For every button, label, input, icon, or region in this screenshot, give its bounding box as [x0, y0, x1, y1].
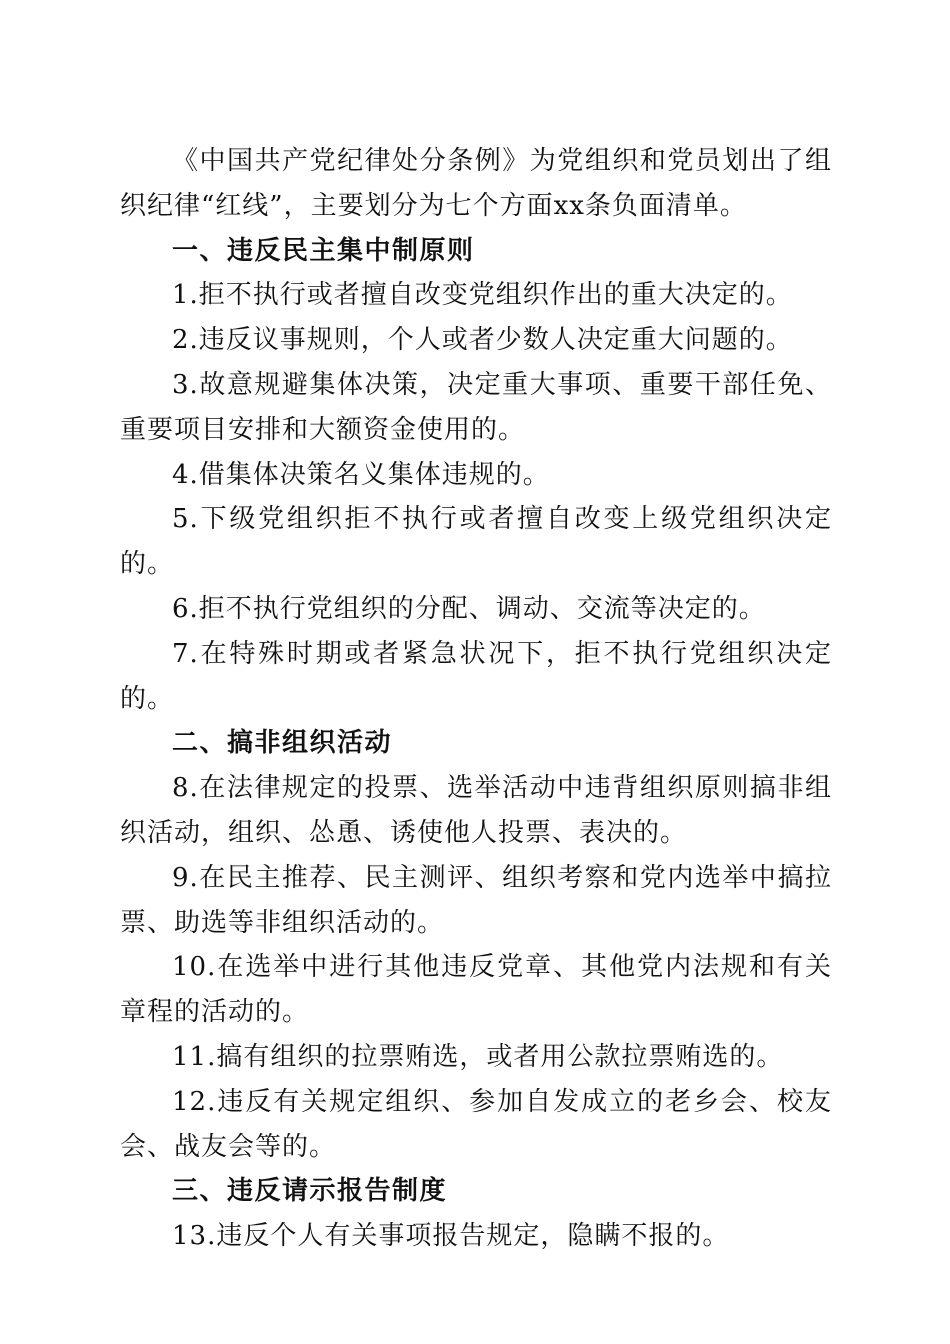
section-heading: 二、搞非组织活动 [172, 728, 393, 759]
list-item: 12.违反有关规定组织、参加自发成立的老乡会、校友会、战友会等的。 [120, 1086, 832, 1162]
document-body [120, 139, 832, 1259]
list-item: 8.在法律规定的投票、选举活动中违背组织原则搞非组织活动，组织、怂恿、诱使他人投票、表决的。 [120, 773, 832, 848]
list-item: 13.违反个人有关事项报告规定，隐瞒不报的。 [172, 1221, 730, 1252]
list-item: 7.在特殊时期或者紧急状况下，拒不执行党组织决定的。 [120, 638, 832, 714]
list-item: 1.拒不执行或者擅自改变党组织作出的重大决定的。 [172, 280, 793, 311]
list-item: 3.故意规避集体决策，决定重大事项、重要干部任免、重要项目安排和大额资金使用的。 [120, 369, 832, 445]
list-item: 5.下级党组织拒不执行或者擅自改变上级党组织决定的。 [120, 504, 832, 580]
intro-paragraph: 《中国共产党纪律处分条例》为党组织和党员划出了组织纪律“红线”，主要划分为七个方面xx条负面清单。 [120, 146, 832, 221]
list-item: 2.违反议事规则，个人或者少数人决定重大问题的。 [172, 325, 793, 356]
list-item: 10.在选举中进行其他违反党章、其他党内法规和有关章程的活动的。 [120, 952, 832, 1028]
list-item: 4.借集体决策名义集体违规的。 [172, 459, 550, 490]
list-item: 11.搞有组织的拉票贿选，或者用公款拉票贿选的。 [172, 1041, 784, 1072]
section-heading: 三、违反请示报告制度 [172, 1176, 448, 1207]
list-item: 6.拒不执行党组织的分配、调动、交流等决定的。 [172, 593, 766, 624]
list-item: 9.在民主推荐、民主测评、组织考察和党内选举中搞拉票、助选等非组织活动的。 [120, 862, 832, 938]
section-heading: 一、违反民主集中制原则 [172, 235, 475, 266]
